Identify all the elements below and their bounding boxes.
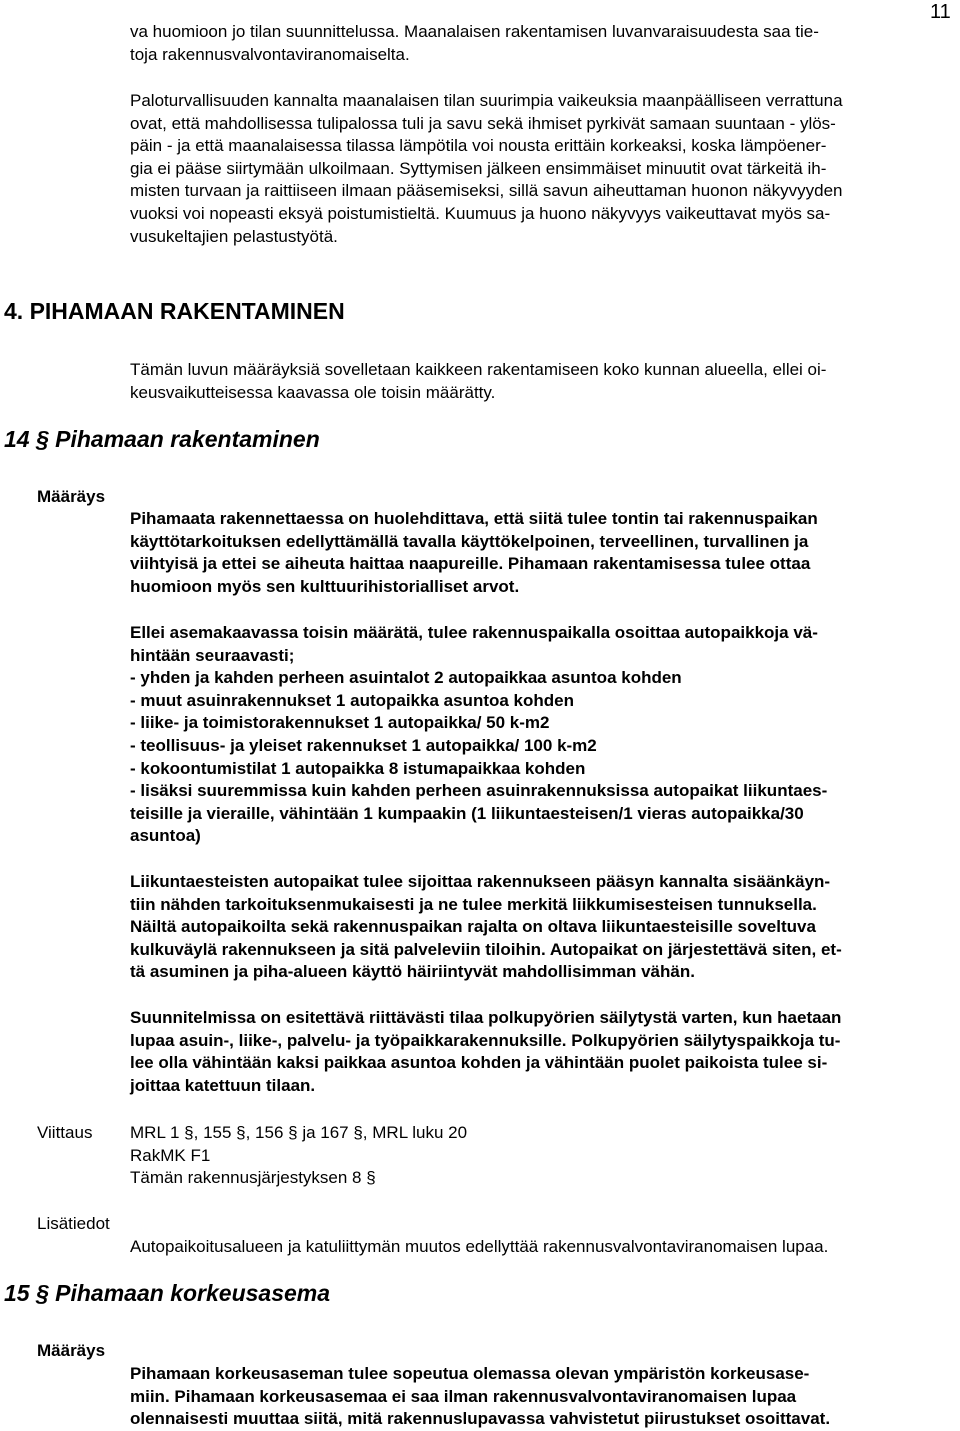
section-14-paragraph-1 [130,508,958,598]
text-line: va huomioon jo tilan suunnittelussa. Maanalaisen rakentamisen luvanvaraisuudesta saa tie- [130,22,819,41]
section-14-paragraph-3 [130,871,958,984]
text-line: joittaa katettuun tilaan. [130,1075,316,1095]
list-item: - yhden ja kahden perheen asuintalot 2 autopaikkaa asuntoa kohden [130,668,682,688]
list-item: - lisäksi suuremmissa kuin kahden perheen asuinrakennuksissa autopaikat liikuntaes- [130,781,828,801]
section-15-paragraph-1 [130,1363,958,1431]
section-15-heading: 15 § Pihamaan korkeusasema [4,1280,331,1306]
text-line: keusvaikutteisessa kaavassa ole toisin määrätty. [130,382,496,402]
viittaus-label: Viittaus [37,1123,93,1142]
text-line: Pihamaan korkeusaseman tulee sopeutua olemassa olevan ympäristön korkeusase- [130,1364,810,1383]
section-14-paragraph-2 [130,622,958,848]
text-line: miin. Pihamaan korkeusasemaa ei saa ilman rakennusvalvontaviranomaisen lupaa [130,1386,797,1406]
text-line: asuntoa) [130,826,201,846]
text-line: päin - ja että maanalaisessa tilassa lämpötila voi nousta erittäin korkeaksi, koska lämpöener- [130,136,827,156]
reference-line: MRL 1 §, 155 §, 156 § ja 167 §, MRL luku 20 [130,1123,468,1142]
viittaus-references [130,1122,958,1190]
text-line: Pihamaata rakennettaessa on huolehdittava, että siitä tulee tontin tai rakennuspaikan [130,509,818,528]
text-line: käyttötarkoituksen edellyttämällä tavalla käyttökelpoinen, terveellinen, turvallinen ja [130,531,809,551]
section-14-heading: 14 § Pihamaan rakentaminen [4,426,320,452]
text-line: olennaisesti muuttaa siitä, mitä rakennuslupavassa vahvistetut piirustukset osoittavat. [130,1409,831,1429]
text-line: ovat, että mahdollisessa tulipalossa tuli ja savu sekä ihmiset pyrkivät samaan suuntaan - ylös- [130,113,836,133]
text-line: gia ei pääse siirtymään ulkoilmaan. Syttymisen jälkeen ensimmäiset minuutit ovat tärkeitä ih- [130,158,827,178]
text-line: Näiltä autopaikoilta sekä rakennuspaikan rajalta on oltava liikuntaesteisille soveltuva [130,917,816,937]
text-line: vusukeltajien pelastustyötä. [130,226,338,246]
maarays-label: Määräys [37,487,106,506]
list-item: - liike- ja toimistorakennukset 1 autopaikka/ 50 k-m2 [130,713,550,733]
text-line: Paloturvallisuuden kannalta maanalaisen tilan suurimpia vaikeuksia maanpäälliseen verrattuna [130,91,843,110]
text-line: misten turvaan ja raittiiseen ilmaan pääsemiseksi, sillä savun aiheuttaman huonon näkyvyyden [130,181,843,201]
chapter-intro [130,359,958,404]
text-line: lupaa asuin-, liike-, palvelu- ja työpaikkarakennuksille. Polkupyörien säilytyspaikkoja tu- [130,1030,841,1050]
text-line: toja rakennusvalvontaviranomaiselta. [130,44,410,64]
text-line: Suunnitelmissa on esitettävä riittävästi tilaa polkupyörien säilytystä varten, kun haetaan [130,1008,842,1027]
text-line: huomioon myös sen kulttuurihistorialliset arvot. [130,576,520,596]
text-line: Liikuntaesteisten autopaikat tulee sijoittaa rakennukseen pääsyn kannalta sisäänkäyn- [130,872,831,891]
intro-paragraph-1 [130,21,958,66]
lisatiedot-text [130,1236,958,1259]
text-line: Ellei asemakaavassa toisin määrätä, tulee rakennuspaikalla osoittaa autopaikkoja vä- [130,623,818,642]
page-number: 11 [930,1,951,23]
chapter-heading: 4. PIHAMAAN RAKENTAMINEN [4,298,345,324]
text-line: lee olla vähintään kaksi paikkaa asuntoa kohden ja vähintään puolet paikoista tulee si- [130,1053,828,1073]
text-line: vuoksi voi nopeasti eksyä poistumistieltä. Kuumuus ja huono näkyvyys vaikeuttavat myös sa- [130,203,831,223]
list-item: - teollisuus- ja yleiset rakennukset 1 autopaikka/ 100 k-m2 [130,735,597,755]
list-item: - muut asuinrakennukset 1 autopaikka asuntoa kohden [130,690,574,710]
text-line: Autopaikoitusalueen ja katuliittymän muutos edellyttää rakennusvalvontaviranomaisen lupaa. [130,1237,829,1256]
text-line: teisille ja vieraille, vähintään 1 kumpaakin (1 liikuntaesteisen/1 vieras autopaikka/30 [130,803,804,823]
list-item: - kokoontumistilat 1 autopaikka 8 istumapaikkaa kohden [130,758,586,778]
intro-paragraph-2 [130,90,958,248]
maarays-label: Määräys [37,1341,106,1360]
text-line: Tämän luvun määräyksiä sovelletaan kaikkeen rakentamiseen koko kunnan alueella, ellei oi- [130,360,827,379]
text-line: hintään seuraavasti; [130,645,295,665]
text-line: viihtyisä ja ettei se aiheuta haittaa naapureille. Pihamaan rakentamisessa tulee ottaa [130,554,811,574]
section-14-paragraph-4 [130,1007,958,1097]
text-line: tiin nähden tarkoituksenmukaisesti ja ne tulee merkitä liikkumisesteisen tunnuksella. [130,894,817,914]
reference-line: RakMK F1 [130,1145,211,1165]
text-line: kulkuväylä rakennukseen ja sitä palveleviin tiloihin. Autopaikat on järjestettävä siten, et- [130,939,842,959]
text-line: tä asuminen ja piha-alueen käyttö häiriintyvät mahdollisimman vähän. [130,962,695,982]
lisatiedot-label: Lisätiedot [37,1214,110,1233]
reference-line: Tämän rakennusjärjestyksen 8 § [130,1168,376,1188]
